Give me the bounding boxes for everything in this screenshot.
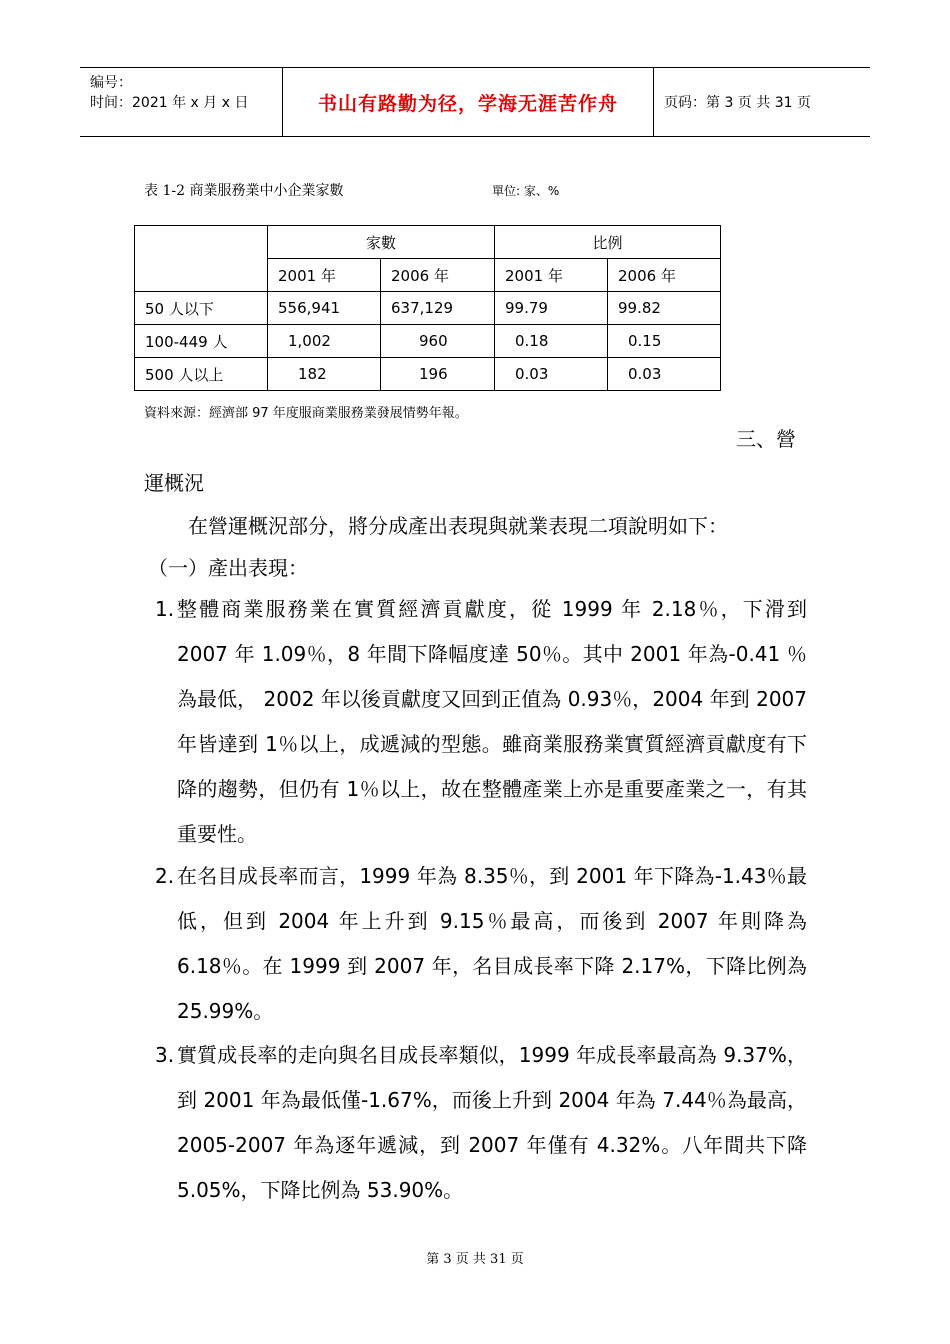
table-cell: 0.03 xyxy=(495,358,608,391)
item-number: 1. xyxy=(155,597,175,621)
table-unit: 單位: 家、% xyxy=(492,184,560,198)
table-cell: 960 xyxy=(381,325,495,358)
section-heading-part1: 三、營 xyxy=(736,427,796,451)
table-cell: 1,002 xyxy=(268,325,381,358)
item-text: 實質成長率的走向與名目成長率類似，1999 年成長率最高為 9.37%，到 2001 年為最低僅-1.67%，而後上升到 2004 年為 7.44％為最高，2005-2007 年為逐年遞減，到 2007 年僅有 4.32%。八年間共下降 5.05%，下降比例為 53.90%。 xyxy=(177,1043,807,1202)
table-row xyxy=(135,292,721,325)
list-item xyxy=(155,1033,807,1213)
table-cell: 99.79 xyxy=(495,292,608,325)
group-header-ratio: 比例 xyxy=(495,226,721,259)
table-row xyxy=(135,358,721,391)
page-footer: 第 3 页 共 31 页 xyxy=(426,1252,524,1267)
section-intro: 在營運概況部分，將分成產出表現與就業表現二項說明如下： xyxy=(188,514,728,538)
section-heading-part2: 運概況 xyxy=(144,471,204,495)
table-cell: 99.82 xyxy=(608,292,721,325)
item-number: 2. xyxy=(155,864,175,888)
row-label: 50 人以下 xyxy=(135,292,268,325)
year-header: 2001 年 xyxy=(495,259,608,292)
table-corner-cell xyxy=(135,226,268,292)
table-cell: 182 xyxy=(268,358,381,391)
number-label: 编号： xyxy=(90,75,132,91)
list-item xyxy=(155,854,807,1034)
group-header-count: 家數 xyxy=(268,226,495,259)
year-header: 2001 年 xyxy=(268,259,381,292)
row-label: 500 人以上 xyxy=(135,358,268,391)
table-cell: 0.03 xyxy=(608,358,721,391)
page-header xyxy=(80,67,870,137)
enterprise-count-table xyxy=(134,225,721,391)
page-indicator: 页码：第 3 页 共 31 页 xyxy=(664,95,811,111)
table-source-note: 資料來源：經濟部 97 年度服商業服務業發展情勢年報。 xyxy=(144,406,468,421)
table-header-row xyxy=(135,226,721,259)
table-cell: 637,129 xyxy=(381,292,495,325)
table-cell: 556,941 xyxy=(268,292,381,325)
item-text: 在名目成長率而言，1999 年為 8.35％，到 2001 年下降為-1.43％最低，但到 2004 年上升到 9.15％最高，而後到 2007 年則降為 6.18％。在 1999 到 2007 年，名目成長率下降 2.17%，下降比例為 25.99%。 xyxy=(177,864,807,1023)
year-header: 2006 年 xyxy=(608,259,721,292)
row-label: 100-449 人 xyxy=(135,325,268,358)
motto-text: 书山有路勤为径，学海无涯苦作舟 xyxy=(317,92,618,115)
table-row xyxy=(135,325,721,358)
header-meta xyxy=(80,68,283,136)
list-item xyxy=(155,587,807,857)
date-label: 时间：2021 年 x 月 x 日 xyxy=(90,95,249,111)
item-text: 整體商業服務業在實質經濟貢獻度，從 1999 年 2.18％，下滑到 2007 年 1.09％，8 年間下降幅度達 50％。其中 2001 年為-0.41 ％為最低， 2002 年以後貢獻度又回到正值為 0.93％，2004 年到 2007 年皆達到 1％以上，成遞減的型態。雖商業服務業實質經濟貢獻度有下降的趨勢，但仍有 1％以上，故在整體產業上亦是重要產業之一，有其重要性。 xyxy=(177,597,807,846)
table-cell: 0.18 xyxy=(495,325,608,358)
table-cell: 196 xyxy=(381,358,495,391)
header-motto-cell xyxy=(283,68,654,136)
item-number: 3. xyxy=(155,1043,175,1067)
sub-heading: （一）產出表現： xyxy=(148,556,308,580)
year-header: 2006 年 xyxy=(381,259,495,292)
table-caption: 表 1-2 商業服務業中小企業家數 xyxy=(144,183,344,199)
table-cell: 0.15 xyxy=(608,325,721,358)
